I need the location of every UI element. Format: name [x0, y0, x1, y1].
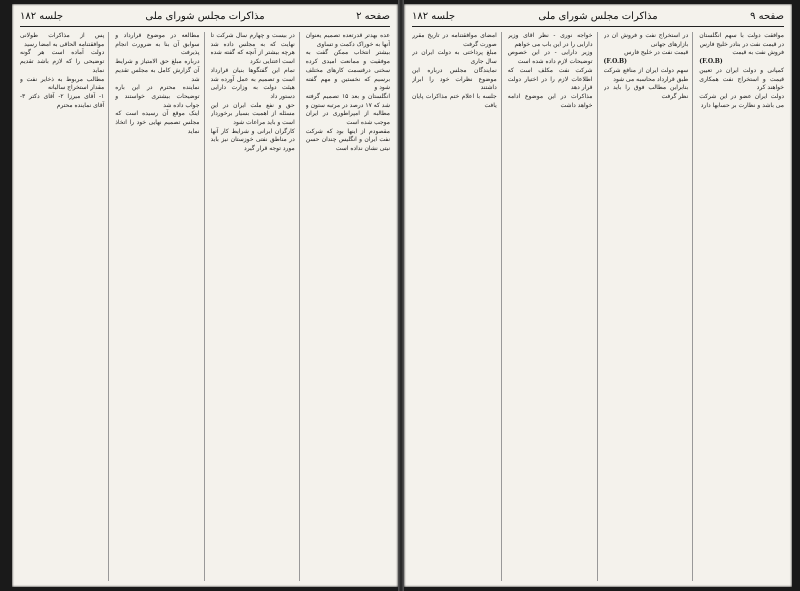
right-column-4	[412, 32, 502, 581]
paragraph: قیمت نفت در خلیج فارس	[624, 49, 689, 57]
left-page-number: صفحه ۲	[356, 11, 390, 22]
fob-reference: (F.O.B)	[603, 58, 627, 66]
paragraph: سهم دولت ایران از منافع شرکت طبق قرارداد محاسبه می شود	[603, 66, 689, 83]
left-page-header	[20, 10, 390, 27]
fob-reference: (F.O.B)	[699, 58, 723, 66]
paragraph: فروش نفت به قیمت	[732, 49, 784, 57]
paragraph: وزیر دارایی - در این خصوص توضیحات لازم داده شده است	[507, 49, 593, 66]
paragraph: در استخراج نفت و فروش آن در بازارهای جهانی	[603, 32, 689, 48]
right-session-number: جلسه ۱۸۲	[412, 11, 456, 22]
paragraph: موافقت دولت با سهم انگلستان در قیمت نفت در بنادر خلیج فارس	[699, 32, 784, 48]
right-page-title: مذاکرات مجلس شورای ملی	[538, 11, 658, 22]
paragraph: مذاکرات در این موضوع ادامه خواهد داشت	[507, 92, 593, 109]
paragraph: خواجه نوری - نظر آقای وزیر دارایی را در این باب می خواهم	[507, 32, 593, 48]
paragraph: جلسه با اعلام ختم مذاکرات پایان یافت	[412, 92, 497, 109]
paragraph: بیشتر انتخاب ممکن گفت به موفقیت و ممانعت امیدی کرده سخنی درقسمت کارهای مختلف برسیم که نخستین و مهم گفته شود و	[305, 49, 390, 92]
paragraph: ۱- آقای میرزا ۲- آقای دکتر ۳- آقای نماینده محترم	[20, 92, 105, 109]
right-page	[404, 4, 792, 587]
paragraph: بنابراین مطالب فوق را باید در نظر گرفت	[603, 84, 689, 100]
paragraph: دولت ایران عضو در این شرکت می باشد و نظارت بر حسابها دارد	[699, 92, 784, 109]
left-column-3	[115, 32, 204, 581]
paragraph: مطالعه در موضوع قرارداد و سوابق آن بنا به ضرورت انجام پذیرفت	[115, 32, 200, 57]
paragraph: مقصودم از اینها بود که شرکت نفت ایران و انگلیس چندان حسن نیتی نشان نداده است	[305, 127, 390, 153]
paragraph: پس از مذاکرات طولانی موافقتنامه الحاقی به امضا رسید	[20, 32, 105, 48]
left-session-number: جلسه ۱۸۲	[20, 11, 64, 22]
paragraph: حق و نفع ملت ایران در این مسئله از اهمیت بسیار برخوردار است و باید مراعات شود	[210, 101, 295, 127]
left-column-2	[211, 32, 300, 581]
paragraph: مبلغ پرداختی به دولت ایران در سال جاری	[412, 49, 497, 66]
left-column-1	[306, 32, 390, 581]
left-page	[12, 4, 398, 587]
paragraph: مطالب مربوط به ذخایر نفت و مقدار استخراج سالیانه	[20, 75, 105, 92]
paragraph: در بیست و چهارم سال شرکت تا نهایت که به مجلس داده شد هرچه بیشتر از آنچه که گفته شده است اعتنایی نکرد	[210, 32, 295, 66]
right-page-header	[412, 10, 784, 27]
paragraph: شرکت نفت مکلف است که اطلاعات لازم را در اختیار دولت قرار دهد	[507, 66, 593, 92]
paragraph: درباره مبلغ حق الامتیاز و شرایط آن گزارش کامل به مجلس تقدیم شد	[115, 58, 200, 83]
paragraph: کمپانی و دولت ایران در تعیین قیمت و استخراج نفت همکاری خواهند کرد	[699, 66, 784, 92]
left-page-title: مذاکرات مجلس شورای ملی	[145, 11, 265, 22]
left-page-columns	[20, 32, 390, 581]
right-page-number: صفحه ۹	[750, 11, 784, 22]
paragraph: امضای موافقتنامه در تاریخ مقرر صورت گرفت	[412, 32, 497, 48]
right-column-3	[508, 32, 598, 581]
paragraph: دولت آماده است هر گونه توضیحی را که لازم باشد تقدیم نماید	[20, 49, 105, 74]
right-column-1	[699, 32, 784, 581]
paragraph: انگلستان و بعد ۱۵ تصمیم گرفته شد که ۱۷ درصد در مرتبه ستون و مطالبه از امپراطوری در ایران موجب شده است	[305, 92, 390, 127]
paragraph: نماینده محترم در این باره توضیحات بیشتری خواستند و جواب داده شد	[115, 84, 200, 109]
right-page-columns	[412, 32, 784, 581]
right-column-2	[604, 32, 694, 581]
paragraph: تمام این گفتگوها بنیان قرارداد است و تصمیم به عمل آورده شد هیئت دولت به وزارت دارایی دستور داد	[210, 66, 295, 100]
paragraph: کارگران ایرانی و شرایط کار آنها در مناطق نفتی خوزستان نیز باید مورد توجه قرار گیرد	[210, 127, 295, 153]
paragraph: نمایندگان مجلس درباره این موضوع نظرات خود را ابراز داشتند	[412, 66, 497, 92]
paragraph: اینک موقع آن رسیده است که مجلس تصمیم نهایی خود را اتخاذ نماید	[115, 110, 200, 135]
left-column-4	[20, 32, 109, 581]
paragraph: عده بهدتر قدرتعده تصمیم یعنوان آنها به خوراک دکمت و تساوی	[305, 32, 390, 48]
